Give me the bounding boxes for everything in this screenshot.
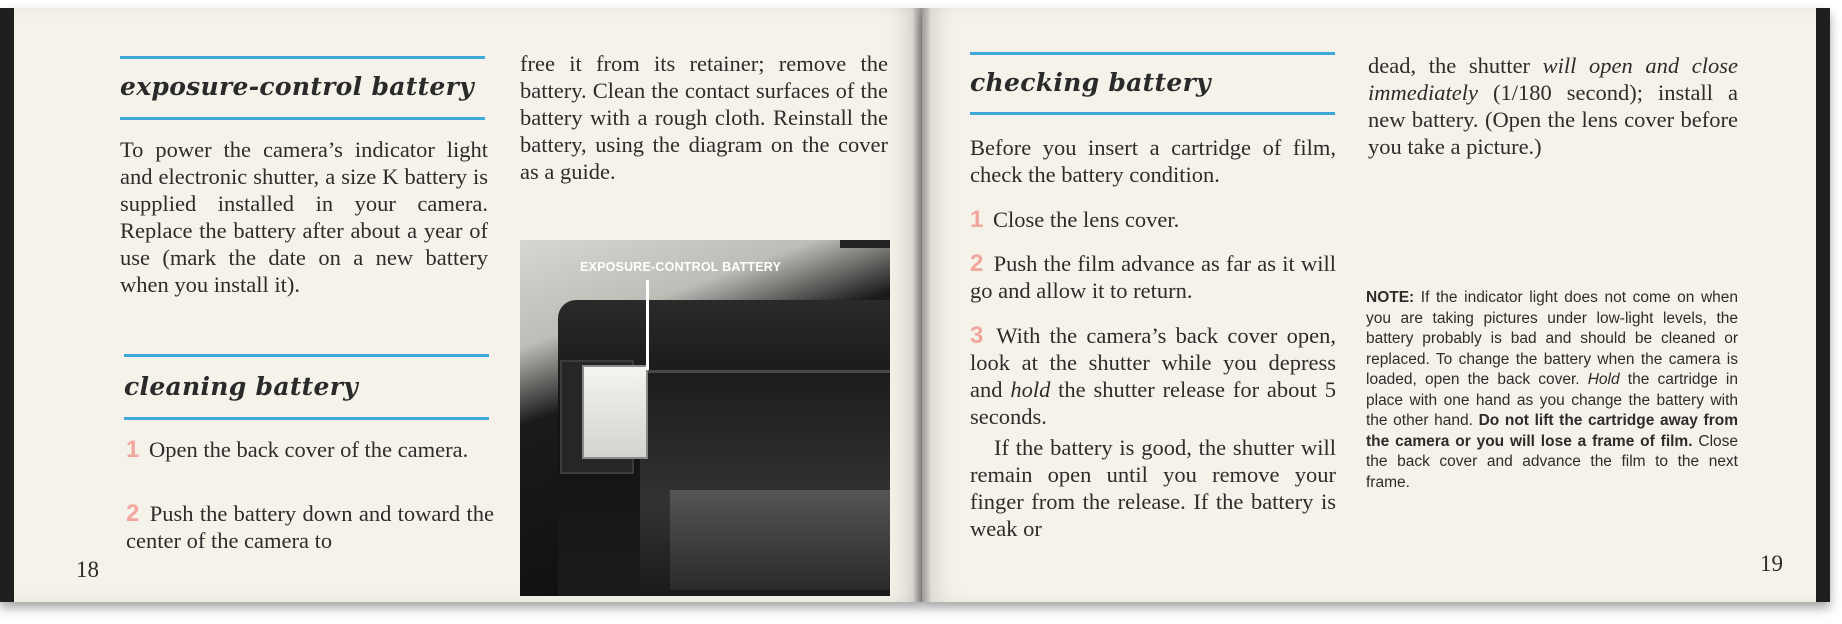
rule-top-checking: [970, 52, 1335, 55]
step-number: 2: [970, 250, 984, 277]
step-number: 1: [970, 206, 984, 233]
checking-intro: Before you insert a cartridge of film, check the battery condition.: [970, 135, 1336, 187]
battery-dead-paragraph: [1368, 52, 1738, 160]
note-block: [1366, 288, 1738, 493]
page-number-right: 19: [1760, 551, 1783, 576]
step-text: Push the battery down and toward the center of the camera to: [126, 501, 494, 553]
step-text: With the camera’s back cover open, look at the shutter while you depress and: [970, 323, 1337, 402]
rule-top-exposure: [120, 56, 485, 59]
camera-top-edge: [840, 240, 890, 248]
step-text: Push the film advance as far as it will go and allow it to return.: [970, 251, 1336, 303]
rule-top-cleaning: [124, 354, 489, 357]
step-text-emphasis: hold: [1010, 377, 1051, 402]
checking-step-3: [970, 322, 1336, 430]
cleaning-battery-heading: cleaning battery: [124, 372, 359, 401]
paragraph-emphasis: will open and close immediately: [1368, 53, 1738, 105]
rule-bottom-cleaning: [124, 417, 489, 420]
note-emphasis: Hold: [1587, 371, 1620, 388]
callout-leader-line: [646, 280, 649, 370]
exposure-control-heading: exposure-control battery: [120, 72, 474, 101]
rule-bottom-checking: [970, 112, 1335, 115]
film-tray-inner: [670, 490, 890, 590]
battery-compartment-photo: [520, 240, 890, 596]
step-number: 2: [126, 500, 140, 527]
page-number-left: 18: [76, 557, 99, 582]
paragraph-text: (1/180 second); install a new battery. (Open the lens cover before you take a picture.): [1368, 80, 1738, 159]
book-binding: [914, 8, 930, 602]
battery-good-paragraph: [970, 434, 1336, 542]
exposure-control-body: To power the camera’s indicator light and electronic shutter, a size K battery is supplied installed in your camera. Replace the battery after about a year of use (mark the date on a new battery when you install it).: [120, 137, 488, 297]
cleaning-continued-text: free it from its retainer; remove the battery. Clean the contact surfaces of the battery with a rough cloth. Reinstall the battery, using the diagram on the cover as a guide.: [520, 51, 888, 184]
note-text: the cartridge in place with one hand as you change the battery with the other hand.: [1366, 371, 1738, 429]
checking-step-2: [970, 250, 1336, 304]
rule-bottom-exposure: [120, 117, 485, 120]
step-number: 1: [126, 436, 140, 463]
note-text: If the indicator light does not come on when you are taking pictures under low-light levels, the battery probably is bad and should be cleaned or replaced. To change the battery when the camera is loaded, open the back cover.: [1366, 289, 1738, 388]
battery-image: [582, 365, 648, 459]
cleaning-step-1: [126, 436, 494, 463]
step-text: the shutter release for about 5 seconds.: [970, 377, 1336, 429]
step-text: Close the lens cover.: [992, 207, 1180, 232]
paragraph-text: If the battery is good, the shutter will remain open until you remove your finger from the release. If the battery is weak or: [970, 435, 1336, 541]
cleaning-step-2: [126, 500, 494, 554]
step-number: 3: [970, 322, 984, 349]
paragraph-text: dead, the shutter: [1368, 53, 1543, 78]
step-text: Open the back cover of the camera.: [148, 437, 469, 462]
note-warning: Do not lift the cartridge away from the camera or you will lose a frame of film.: [1366, 412, 1738, 450]
note-text: Close the back cover and advance the film to the next frame.: [1366, 432, 1739, 491]
checking-battery-heading: checking battery: [970, 68, 1211, 97]
note-label: NOTE:: [1366, 289, 1415, 306]
photo-callout-label: EXPOSURE-CONTROL BATTERY: [580, 260, 782, 274]
checking-step-1: [970, 206, 1336, 233]
